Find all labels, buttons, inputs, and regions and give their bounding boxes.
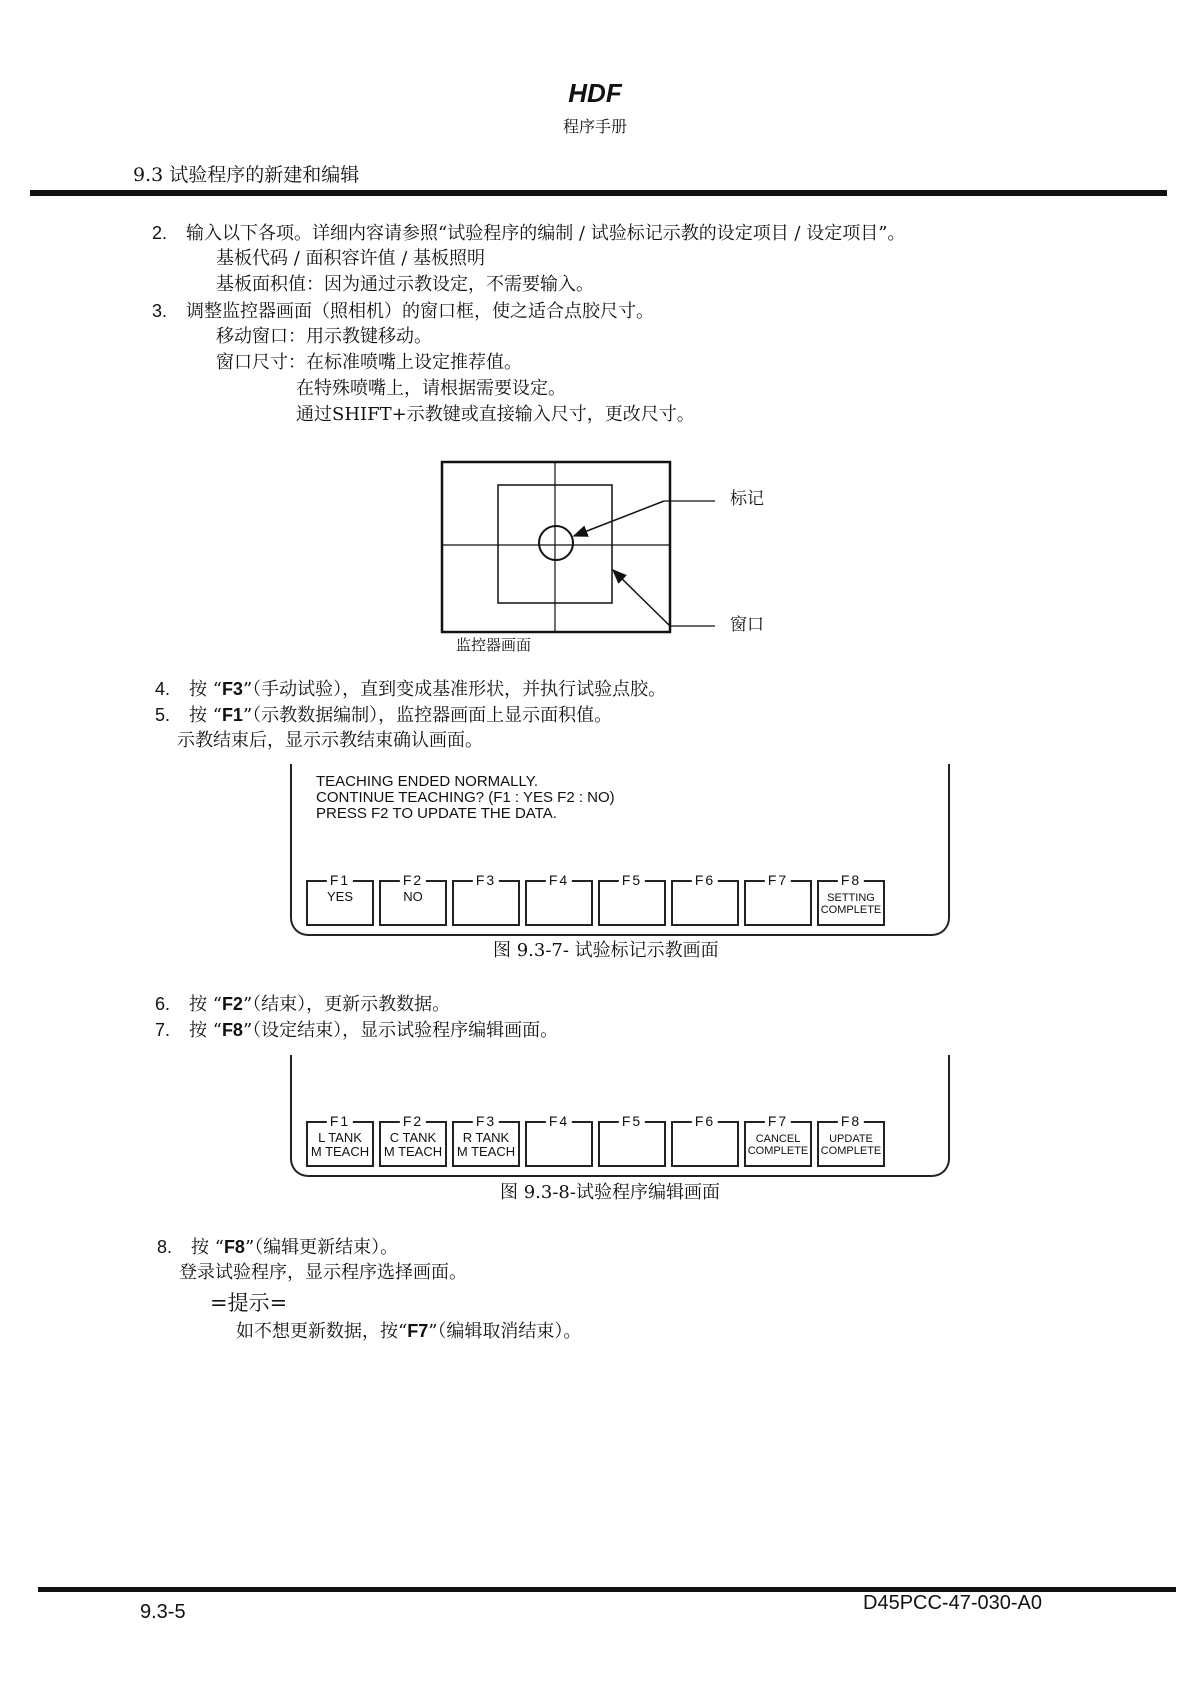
step-3 [152, 300, 654, 323]
key-label: F4 [546, 1113, 572, 1129]
hint-text-post: ”（编辑取消结束）。 [428, 1321, 582, 1342]
label-mark: 标记 [730, 489, 764, 509]
key-label: F7 [765, 872, 791, 888]
key-caption [819, 1133, 883, 1157]
key-caption-line-2: COMPLETE [747, 1145, 809, 1157]
key-caption [308, 1131, 372, 1159]
document-subtitle: 程序手册 [562, 117, 627, 136]
figure-caption-9-3-7: 图 9.3-7- 试验标记示教画面 [493, 940, 719, 961]
step-number: 2. [152, 223, 168, 243]
step-text-pre: 按 “ [189, 705, 222, 726]
function-key-f5[interactable] [598, 872, 666, 926]
key-caption-line-1: UPDATE [829, 1133, 873, 1145]
key-caption-line-2: COMPLETE [820, 1145, 882, 1157]
step-2-sub-2: 基板面积值：因为通过示教设定，不需要输入。 [216, 274, 594, 295]
key-label: F5 [619, 1113, 645, 1129]
function-key-f7[interactable] [744, 872, 812, 926]
step-number: 4. [155, 679, 171, 699]
step-3-sub-1: 移动窗口：用示教键移动。 [216, 326, 432, 347]
mark-arrow [574, 501, 664, 536]
key-caption [381, 1131, 445, 1159]
label-window: 窗口 [730, 615, 764, 635]
document-number: D45PCC-47-030-A0 [863, 1592, 1042, 1614]
key-label: F2 [400, 872, 426, 888]
function-key-f4[interactable] [525, 1113, 593, 1167]
function-key-f2-no[interactable] [379, 872, 447, 926]
step-text-post: ”（编辑更新结束）。 [244, 1237, 399, 1258]
function-key-ref: F3 [221, 679, 243, 699]
function-key-f3-r-tank-m-teach[interactable] [452, 1113, 520, 1167]
key-caption-line-2: M TEACH [383, 1144, 443, 1159]
key-caption-line-2: COMPLETE [820, 904, 882, 916]
step-8-note: 登录试验程序，显示程序选择画面。 [179, 1262, 467, 1283]
step-text-post: ”（设定结束），显示试验程序编辑画面。 [242, 1020, 559, 1041]
key-label: F4 [546, 872, 572, 888]
function-key-f8-update-complete[interactable] [817, 1113, 885, 1167]
key-caption [746, 1133, 810, 1157]
step-number: 3. [152, 301, 168, 321]
key-label: F1 [327, 872, 353, 888]
step-3-sub-2: 窗口尺寸：在标准喷嘴上设定推荐值。 [216, 352, 522, 373]
function-key-ref: F8 [221, 1020, 243, 1040]
key-caption: YES [326, 889, 353, 904]
document-title: HDF [568, 78, 622, 108]
key-caption-line-1: R TANK [462, 1130, 510, 1145]
key-label: F8 [838, 1113, 864, 1129]
step-4 [155, 678, 666, 701]
step-6 [155, 993, 450, 1016]
screen-message-line-3: PRESS F2 TO UPDATE THE DATA. [316, 805, 557, 822]
step-7 [155, 1019, 558, 1042]
function-key-f6[interactable] [671, 872, 739, 926]
function-key-ref: F1 [221, 705, 243, 725]
function-key-f2-c-tank-m-teach[interactable] [379, 1113, 447, 1167]
key-label: F1 [327, 1113, 353, 1129]
key-caption-line-1: C TANK [389, 1130, 437, 1145]
section-heading: 9.3 试验程序的新建和编辑 [133, 164, 360, 186]
step-number: 8. [157, 1237, 173, 1257]
step-number: 6. [155, 994, 171, 1014]
step-number: 5. [155, 705, 171, 725]
key-caption [819, 892, 883, 916]
function-key-ref: F7 [407, 1321, 429, 1341]
function-key-ref: F8 [223, 1237, 245, 1257]
function-key-f1-yes[interactable] [306, 872, 374, 926]
step-text-pre: 按 “ [189, 994, 222, 1015]
key-label: F6 [692, 872, 718, 888]
step-text-pre: 按 “ [191, 1237, 224, 1258]
teaching-confirm-screen [290, 764, 950, 936]
function-key-f6[interactable] [671, 1113, 739, 1167]
function-key-f1-l-tank-m-teach[interactable] [306, 1113, 374, 1167]
key-caption-line-2: M TEACH [310, 1144, 370, 1159]
key-caption: NO [403, 889, 423, 904]
step-text-post: ”（手动试验），直到变成基准形状，并执行试验点胶。 [242, 679, 667, 700]
page-number: 9.3-5 [140, 1601, 186, 1623]
key-caption-line-1: L TANK [318, 1130, 362, 1145]
label-monitor-screen: 监控器画面 [456, 636, 532, 654]
screen-message-line-2: CONTINUE TEACHING? (F1 : YES F2 : NO) [316, 789, 615, 806]
hint-text-pre: 如不想更新数据，按“ [236, 1321, 408, 1342]
step-text: 输入以下各项。详细内容请参照“试验程序的编制 / 试验标记示教的设定项目 / 设定项目”。 [186, 223, 906, 244]
function-key-ref: F2 [221, 994, 243, 1014]
step-5 [155, 704, 612, 727]
key-label: F3 [473, 872, 499, 888]
monitor-diagram [430, 455, 760, 655]
step-number: 7. [155, 1020, 171, 1040]
key-caption-line-2: M TEACH [456, 1144, 516, 1159]
function-key-f3[interactable] [452, 872, 520, 926]
key-caption-line-1: CANCEL [755, 1133, 801, 1145]
step-text-pre: 按 “ [189, 1020, 222, 1041]
figure-caption-9-3-8: 图 9.3-8-试验程序编辑画面 [500, 1182, 720, 1203]
monitor-frame [442, 462, 670, 632]
key-label: F8 [838, 872, 864, 888]
function-key-f7-cancel-complete[interactable] [744, 1113, 812, 1167]
header-rule [30, 190, 1167, 196]
key-label: F3 [473, 1113, 499, 1129]
function-key-f8-setting-complete[interactable] [817, 872, 885, 926]
function-key-f5[interactable] [598, 1113, 666, 1167]
step-text-pre: 按 “ [189, 679, 222, 700]
key-label: F2 [400, 1113, 426, 1129]
step-3-sub-4: 通过SHIFT+示教键或直接输入尺寸，更改尺寸。 [296, 404, 695, 425]
hint-title: =提示= [210, 1291, 288, 1315]
key-label: F6 [692, 1113, 718, 1129]
hint-text [236, 1320, 581, 1343]
step-text-post: ”（结束），更新示教数据。 [242, 994, 451, 1015]
function-key-bar [306, 872, 885, 926]
function-key-bar [306, 1113, 885, 1167]
key-caption [454, 1131, 518, 1159]
key-label: F5 [619, 872, 645, 888]
step-5-note: 示教结束后，显示示教结束确认画面。 [177, 730, 483, 751]
step-8 [157, 1236, 398, 1259]
program-edit-screen [290, 1055, 950, 1177]
key-label: F7 [765, 1113, 791, 1129]
step-2-sub-1: 基板代码 / 面积容许值 / 基板照明 [216, 248, 486, 269]
function-key-f4[interactable] [525, 872, 593, 926]
mark-circle [539, 526, 573, 560]
step-2 [152, 222, 905, 245]
key-caption-line-1: SETTING [827, 892, 875, 904]
window-arrow [613, 570, 670, 626]
step-text-post: ”（示教数据编制），监控器画面上显示面积值。 [242, 705, 613, 726]
step-text: 调整监控器画面（照相机）的窗口框，使之适合点胶尺寸。 [186, 301, 654, 322]
step-3-sub-3: 在特殊喷嘴上，请根据需要设定。 [296, 378, 566, 399]
screen-message-line-1: TEACHING ENDED NORMALLY. [316, 773, 538, 790]
